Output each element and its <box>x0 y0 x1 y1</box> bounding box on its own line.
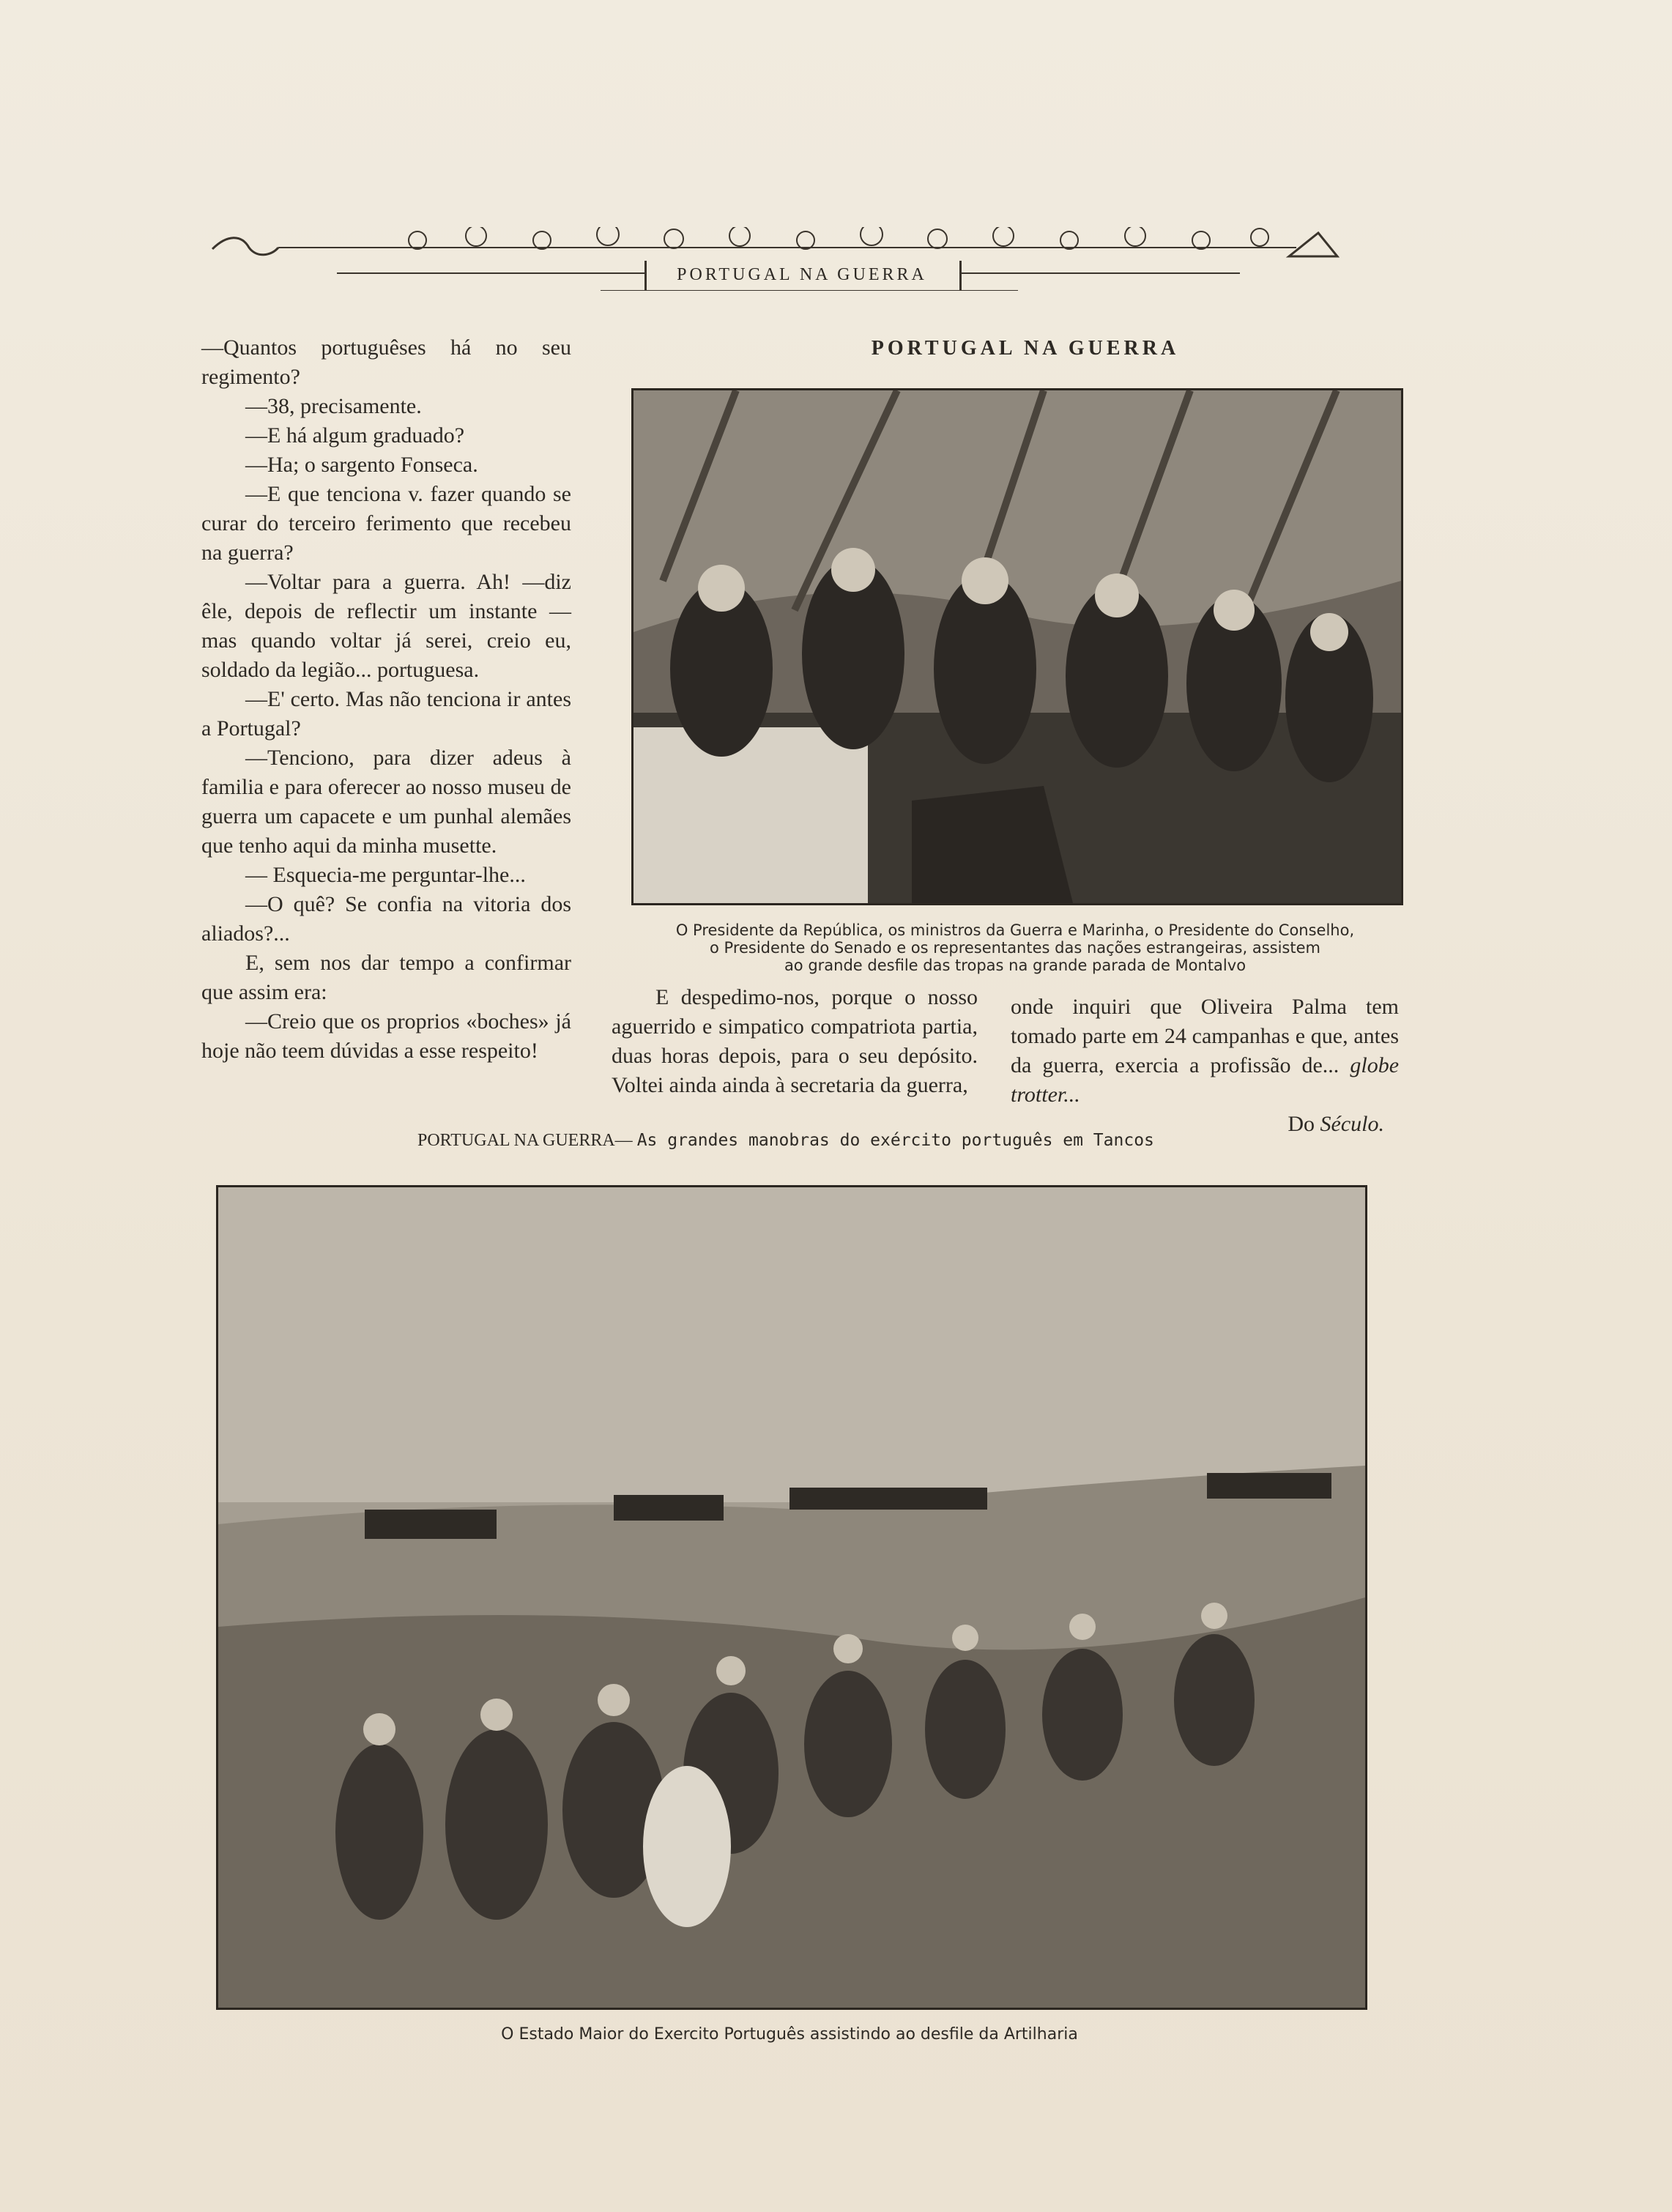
running-head-underline <box>601 290 1018 291</box>
bottom-heading-lead: PORTUGAL NA GUERRA— <box>417 1131 633 1150</box>
source-name: Século. <box>1320 1112 1384 1136</box>
running-head-title: PORTUGAL NA GUERRA <box>677 265 927 284</box>
running-head-rule-left <box>337 272 644 274</box>
right-column-italic: globe trotter... <box>1011 1053 1400 1107</box>
photo-artillery-parade <box>216 1185 1367 2010</box>
photo-artillery-parade-image <box>218 1187 1365 2008</box>
paragraph: —E que tenciona v. fazer quando se curar do terceiro ferimento que recebeu na guerra? <box>201 482 571 565</box>
bottom-photo-heading <box>417 1131 1238 1151</box>
source-prefix: Do <box>1288 1112 1315 1136</box>
paragraph: — Esquecia-me perguntar-lhe... <box>245 863 526 887</box>
paragraph: —O quê? Se confia na vitoria dos aliados?... <box>201 892 571 946</box>
paragraph: E, sem nos dar tempo a confirmar que assim era: <box>201 951 571 1004</box>
top-photo-caption <box>631 921 1399 974</box>
section-title: PORTUGAL NA GUERRA <box>871 337 1180 360</box>
paragraph: —Quantos portuguêses há no seu regimento? <box>201 335 571 389</box>
caption-line: ao grande desfile das tropas na grande parada de Montalvo <box>784 957 1246 974</box>
photo-presidential-stand <box>631 388 1403 905</box>
paragraph: —38, precisamente. <box>245 394 422 418</box>
right-column-body: onde inquiri que Oliveira Palma tem tomado parte em 24 campanhas e que, antes da guerra, exercia a profissão de... <box>1011 995 1399 1077</box>
bottom-heading-rest: As grandes manobras do exército português em Tancos <box>636 1131 1154 1150</box>
paragraph: —Creio que os proprios «boches» já hoje não teem dúvidas a esse respeito! <box>201 1009 571 1063</box>
right-column-text <box>1011 992 1399 1139</box>
caption-line: O Presidente da República, os ministros da Guerra e Marinha, o Presidente do Conselho, <box>675 921 1355 939</box>
paragraph: —Ha; o sargento Fonseca. <box>245 453 478 477</box>
paragraph: —Voltar para a guerra. Ah! —diz êle, depois de reflectir um instante — mas quando voltar já serei, creio eu, soldado da legião... portuguesa. <box>201 570 571 682</box>
photo-presidential-stand-image <box>633 390 1401 903</box>
paragraph: —Tenciono, para dizer adeus à familia e para oferecer ao nosso museu de guerra um capacete e um punhal alemães que tenho aqui da minha musette. <box>201 746 571 858</box>
left-column-text <box>201 333 571 1066</box>
running-head-bar-right <box>959 261 962 290</box>
bottom-photo-caption: O Estado Maior do Exercito Português assistindo ao desfile da Artilharia <box>501 2025 1078 2044</box>
floral-header-ornament <box>198 227 1340 261</box>
paragraph: —E há algum graduado? <box>245 423 465 448</box>
middle-column-text: E despedimo-nos, porque o nosso aguerrido e simpatico compatriota partia, duas horas depois, para o seu depósito. Voltei ainda ainda à secretaria da guerra, <box>612 985 978 1097</box>
caption-line: o Presidente do Senado e os representantes das nações estrangeiras, assistem <box>710 939 1320 957</box>
running-head-rule-right <box>962 272 1240 274</box>
paragraph: —E' certo. Mas não tenciona ir antes a Portugal? <box>201 687 571 741</box>
